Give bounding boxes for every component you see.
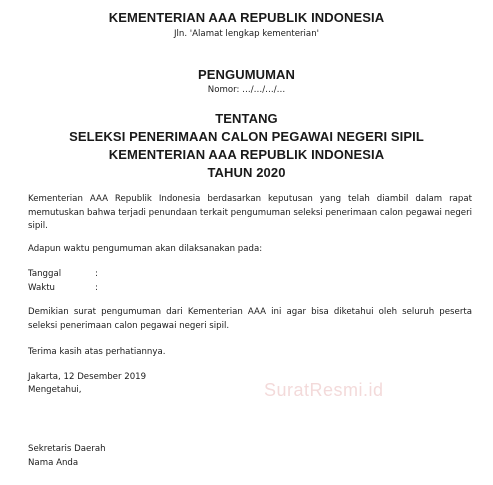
subject-line-3: TAHUN 2020 [207,165,286,180]
place-date: Jakarta, 12 Desember 2019 [28,372,147,382]
closing-text: Terima kasih atas perhatiannya. [28,347,166,357]
body-paragraph-3: Demikian surat pengumuman dari Kementerian AAA ini agar bisa diketahui oleh seluruh peserta seleksi penerimaan calon pegawai negeri sipil. [28,307,472,331]
field-label-time: Waktu [28,283,56,293]
subject-about: TENTANG [215,111,278,126]
body-paragraph-1: Kementerian AAA Republik Indonesia berdasarkan keputusan yang telah diambil dalam rapat memutuskan bahwa terjadi penundaan terkait pengumuman seleksi penerimaan calon pegawai negeri sipil. [28,194,472,231]
signatory-name: Nama Anda [28,458,79,468]
field-colon-time: : [95,283,98,293]
watermark-text: SuratResmi.id [264,380,384,400]
signatory-position: Sekretaris Daerah [28,444,106,454]
body-paragraph-2: Adapun waktu pengumuman akan dilaksanakan pada: [28,244,263,254]
acknowledged-label: Mengetahui, [28,385,82,395]
announcement-title: PENGUMUMAN [197,67,296,82]
subject-line-1: SELEKSI PENERIMAAN CALON PEGAWAI NEGERI SIPIL [69,129,424,144]
field-label-date: Tanggal [28,269,62,279]
ministry-header: KEMENTERIAN AAA REPUBLIK INDONESIA [108,10,385,25]
subject-line-2: KEMENTERIAN AAA REPUBLIK INDONESIA [108,147,385,162]
announcement-number: Nomor: …/…/…/… [207,85,286,95]
field-colon-date: : [95,269,98,279]
ministry-address: Jln. 'Alamat lengkap kementerian' [173,29,320,39]
